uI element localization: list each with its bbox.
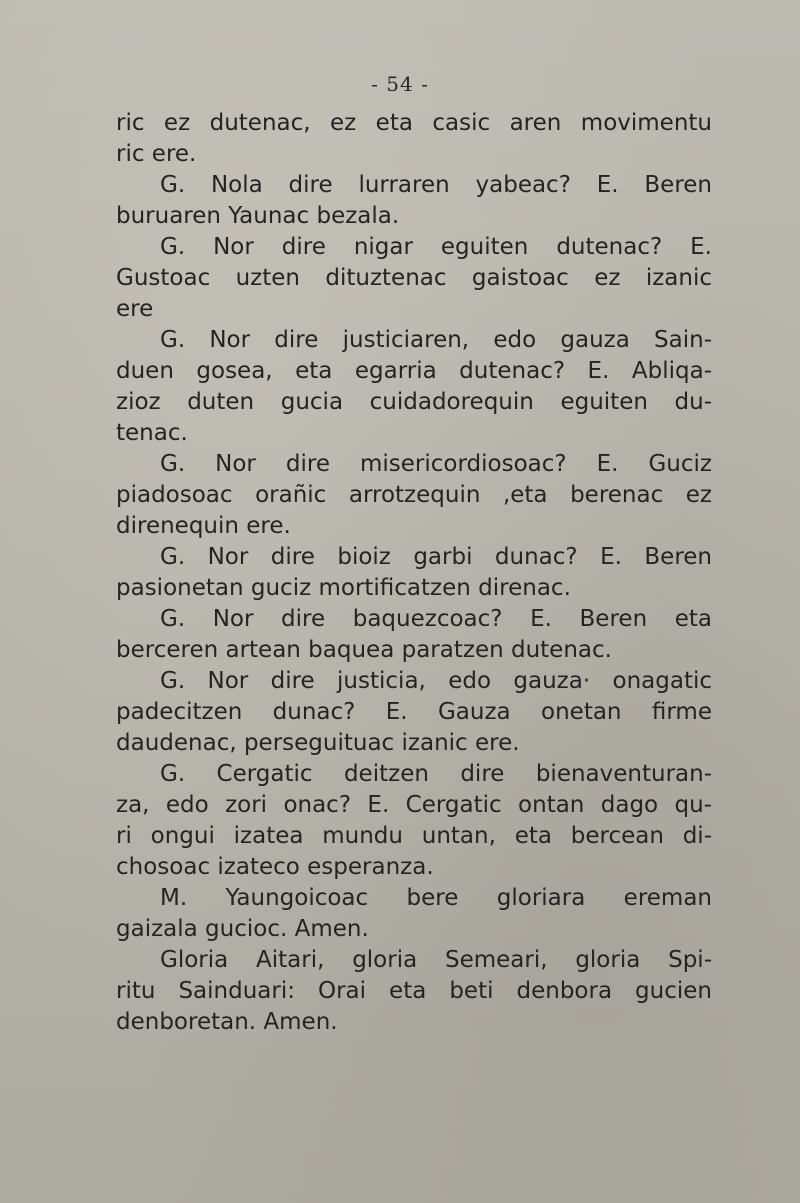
text-line: chosoac izateco esperanza. bbox=[116, 854, 434, 880]
text-line: ric ez dutenac, ez eta casic aren movimentu bbox=[116, 110, 712, 136]
text-line: ere bbox=[116, 296, 154, 322]
text-line: G. Nor dire nigar eguiten dutenac? E. bbox=[160, 234, 712, 260]
text-line: G. Nor dire justicia, edo gauza· onagatic bbox=[160, 668, 712, 694]
text-line: daudenac, perseguituac izanic ere. bbox=[116, 730, 520, 756]
text-line: ritu Sainduari: Orai eta beti denbora gucien bbox=[116, 978, 712, 1004]
text-line: gaizala gucioc. Amen. bbox=[116, 916, 369, 942]
text-line: pasionetan guciz mortificatzen direnac. bbox=[116, 575, 571, 601]
text-line: ri ongui izatea mundu untan, eta bercean di- bbox=[116, 823, 712, 849]
text-line: M. Yaungoicoac bere gloriara ereman bbox=[160, 885, 712, 911]
text-line: padecitzen dunac? E. Gauza onetan firme bbox=[116, 699, 712, 725]
text-line: berceren artean baquea paratzen dutenac. bbox=[116, 637, 612, 663]
text-line: denboretan. Amen. bbox=[116, 1009, 338, 1035]
text-line: G. Nor dire justiciaren, edo gauza Sain- bbox=[160, 327, 712, 353]
text-line: piadosoac orañic arrotzequin ,eta berenac ez bbox=[116, 482, 712, 508]
text-line: G. Cergatic deitzen dire bienaventuran- bbox=[160, 761, 712, 787]
text-line: buruaren Yaunac bezala. bbox=[116, 203, 400, 229]
text-line: G. Nor dire bioiz garbi dunac? E. Beren bbox=[160, 544, 712, 570]
text-line: ric ere. bbox=[116, 141, 197, 167]
text-line: duen gosea, eta egarria dutenac? E. Abliqa- bbox=[116, 358, 712, 384]
text-line: Gustoac uzten dituztenac gaistoac ez izanic bbox=[116, 265, 712, 291]
text-line: G. Nor dire baquezcoac? E. Beren eta bbox=[160, 606, 712, 632]
text-line: G. Nola dire lurraren yabeac? E. Beren bbox=[160, 172, 712, 198]
text-line: za, edo zori onac? E. Cergatic ontan dago qu- bbox=[116, 792, 712, 818]
text-line: G. Nor dire misericordiosoac? E. Guciz bbox=[160, 451, 712, 477]
page-number: - 54 - bbox=[371, 72, 429, 96]
text-line: zioz duten gucia cuidadorequin eguiten du- bbox=[116, 389, 712, 415]
text-line: Gloria Aitari, gloria Semeari, gloria Spi- bbox=[160, 947, 712, 973]
text-line: direnequin ere. bbox=[116, 513, 291, 539]
body-text bbox=[116, 108, 712, 1038]
text-line: tenac. bbox=[116, 420, 188, 446]
